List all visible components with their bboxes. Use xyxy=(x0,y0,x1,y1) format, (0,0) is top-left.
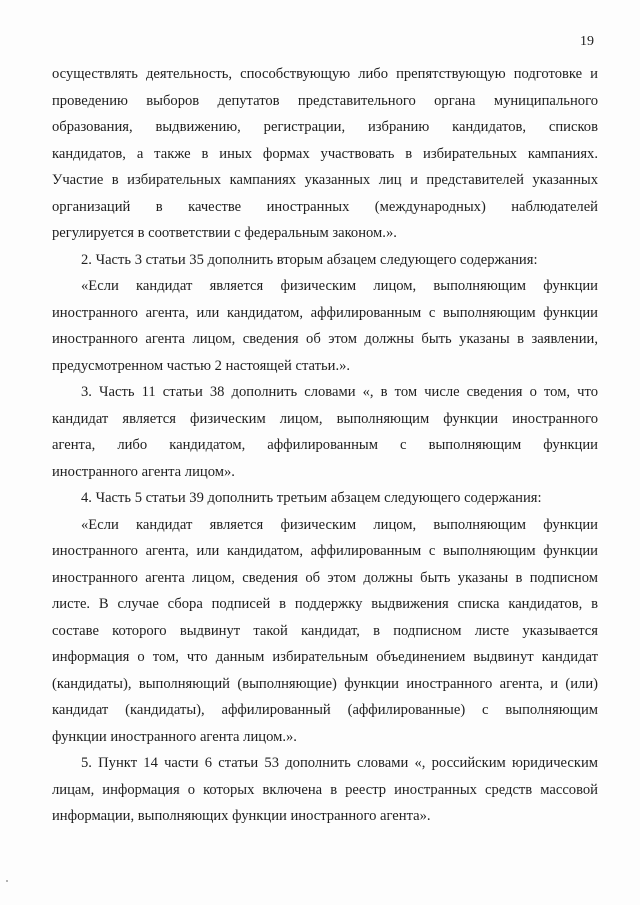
text-line: функции иностранного агента лицом.». xyxy=(52,728,297,745)
page-number: 19 xyxy=(580,34,594,49)
text-line: иностранного агента лицом, сведения об этом должны быть указаны в подписном xyxy=(52,569,598,586)
text-line: 2. Часть 3 статьи 35 дополнить вторым абзацем следующего содержания: xyxy=(81,251,538,268)
text-line: «Если кандидат является физическим лицом, выполняющим функции xyxy=(81,278,598,294)
text-line: информации, выполняющих функции иностранного агента». xyxy=(52,808,431,824)
paragraph-p6 xyxy=(52,512,598,751)
paragraph-p4 xyxy=(52,379,598,485)
text-line: составе которого выдвинут такой кандидат, в подписном листе указывается xyxy=(52,622,598,639)
text-line: кандидат является физическим лицом, выполняющим функции иностранного xyxy=(52,410,598,427)
document-body xyxy=(52,61,598,830)
text-line: (кандидаты), выполняющий (выполняющие) функции иностранного агента, и (или) xyxy=(52,675,598,692)
text-line: Участие в избирательных кампаниях указанных лиц и представителей указанных xyxy=(52,172,598,188)
paragraph-p2 xyxy=(52,247,598,274)
text-line: предусмотренном частью 2 настоящей статьи.». xyxy=(52,357,351,374)
text-line: агента, либо кандидатом, аффилированным с выполняющим функции xyxy=(52,437,598,453)
text-line: 4. Часть 5 статьи 39 дополнить третьим абзацем следующего содержания: xyxy=(81,490,542,506)
text-line: «Если кандидат является физическим лицом, выполняющим функции xyxy=(81,516,598,533)
text-line: осуществлять деятельность, способствующую либо препятствующую подготовке и xyxy=(52,66,598,82)
paragraph-p5 xyxy=(52,485,598,512)
text-line: организаций в качестве иностранных (международных) наблюдателей xyxy=(52,198,598,215)
text-line: кандидат (кандидаты), аффилированный (аффилированные) с выполняющим xyxy=(52,702,598,718)
text-line: иностранного агента, или кандидатом, аффилированным с выполняющим функции xyxy=(52,543,598,559)
paragraph-p3 xyxy=(52,273,598,379)
text-line: иностранного агента, или кандидатом, аффилированным с выполняющим функции xyxy=(52,304,598,321)
text-line: листе. В случае сбора подписей в поддержку выдвижения списка кандидатов, в xyxy=(52,596,598,612)
paragraph-p1 xyxy=(52,61,598,247)
text-line: проведению выборов депутатов представительного органа муниципального xyxy=(52,92,598,109)
paragraph-p7 xyxy=(52,750,598,830)
text-line: иностранного агента лицом». xyxy=(52,463,235,480)
text-line: иностранного агента лицом, сведения об этом должны быть указаны в заявлении, xyxy=(52,331,598,347)
text-line: образования, выдвижению, регистрации, избранию кандидатов, списков xyxy=(52,119,598,135)
text-line: лицам, информация о которых включена в реестр иностранных средств массовой xyxy=(52,781,598,798)
text-line: 3. Часть 11 статьи 38 дополнить словами «, в том числе сведения о том, что xyxy=(81,384,598,400)
margin-mark xyxy=(6,880,8,882)
text-line: 5. Пункт 14 части 6 статьи 53 дополнить словами «, российским юридическим xyxy=(81,755,598,771)
text-line: кандидатов, а также в иных формах участвовать в избирательных кампаниях. xyxy=(52,145,598,162)
text-line: регулируется в соответствии с федеральным законом.». xyxy=(52,225,397,241)
text-line: информация о том, что данным избирательным объединением выдвинут кандидат xyxy=(52,649,598,665)
